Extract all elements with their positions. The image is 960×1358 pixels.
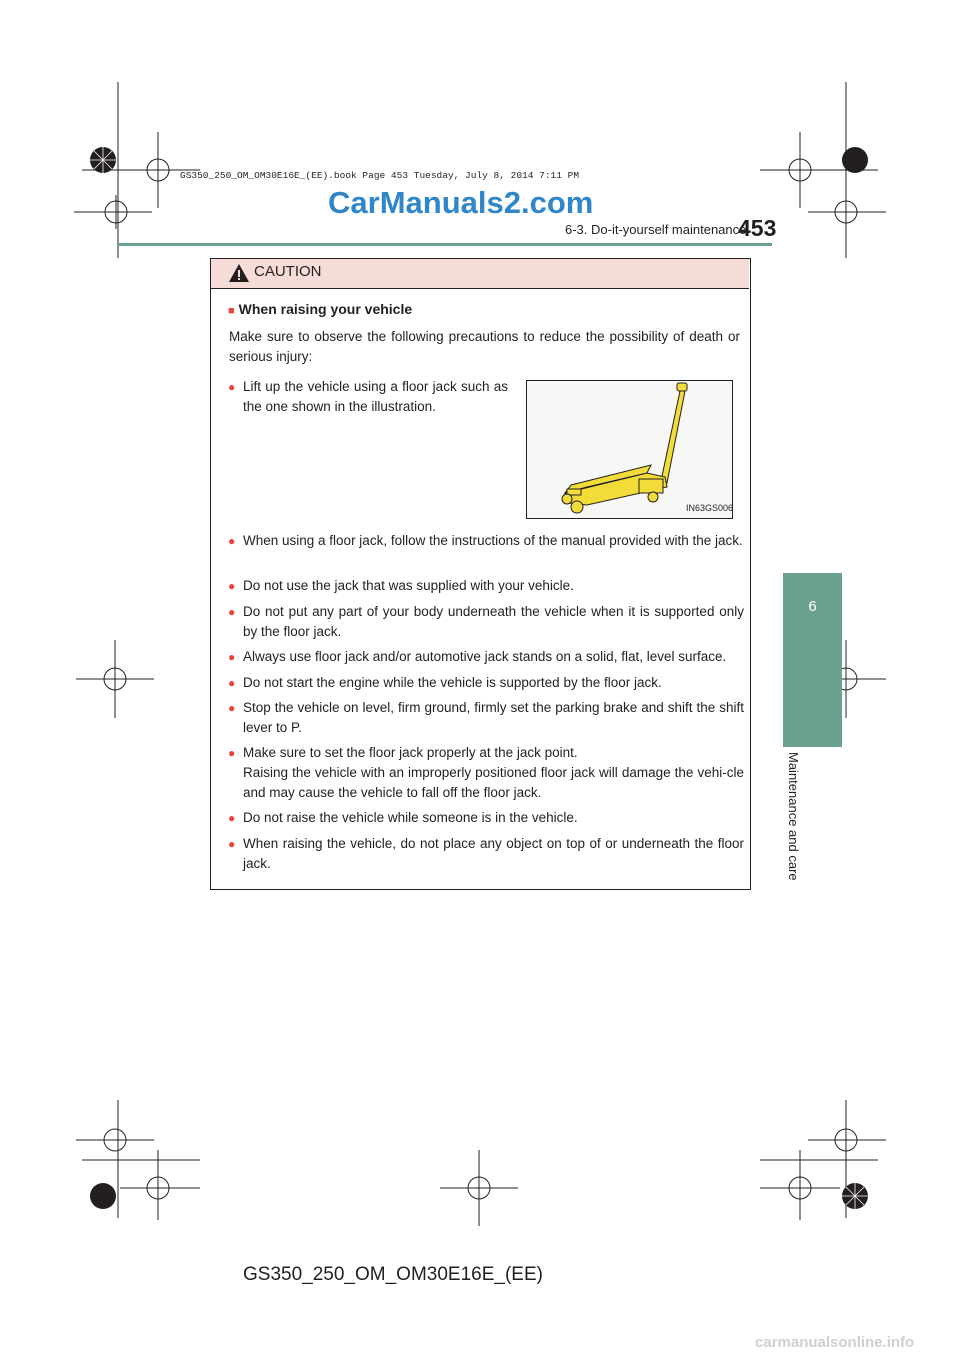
bullet-icon: ● — [228, 605, 236, 619]
chapter-number: 6 — [808, 598, 817, 615]
bullet-icon: ● — [228, 701, 236, 715]
list-item: ● Make sure to set the floor jack properly at the jack point. Raising the vehicle with an improperly positioned floor jack will damage the vehi-cle and may cause the vehicle to fall off the floor jack. — [228, 743, 744, 803]
document-code: GS350_250_OM_OM30E16E_(EE) — [243, 1264, 543, 1285]
list-item: ● Lift up the vehicle using a floor jack such as the one shown in the illustration. — [228, 379, 508, 414]
caution-heading — [228, 301, 412, 317]
bullet-icon: ● — [228, 579, 236, 593]
bullet-icon: ● — [228, 811, 236, 825]
bullet-icon: ● — [228, 534, 236, 548]
book-info-line: GS350_250_OM_OM30E16E_(EE).book Page 453 Tuesday, July 8, 2014 7:11 PM — [180, 170, 580, 181]
list-item-detail: Raising the vehicle with an improperly positioned floor jack will damage the vehi-cle and may cause the vehicle to fall off the floor jack. — [243, 765, 744, 800]
chapter-label — [785, 752, 801, 902]
caution-label: CAUTION — [254, 263, 322, 280]
list-item: ● Do not put any part of your body underneath the vehicle when it is supported only by the floor jack. — [228, 604, 744, 639]
bullet-icon: ● — [228, 676, 236, 690]
list-item: ● Do not raise the vehicle while someone is in the vehicle. — [228, 808, 744, 828]
floor-jack-illustration — [526, 380, 733, 519]
caution-heading-text: When raising your vehicle — [238, 301, 413, 317]
figure-code: IN63GS006 — [686, 503, 734, 513]
floor-jack-image — [527, 381, 732, 518]
warning-icon — [228, 263, 250, 283]
square-bullet-icon: ■ — [228, 305, 235, 317]
watermark-logo[interactable]: CarManuals2.com — [328, 185, 594, 220]
chapter-label-text: Maintenance and care — [786, 752, 801, 881]
list-item: ● Do not start the engine while the vehicle is supported by the floor jack. — [228, 673, 744, 693]
list-item: ● Stop the vehicle on level, firm ground, firmly set the parking brake and shift the shift lever to P. — [228, 700, 744, 735]
bullet-icon: ● — [228, 837, 236, 851]
section-title: 6-3. Do-it-yourself maintenance — [565, 222, 747, 237]
bullet-icon: ● — [228, 380, 236, 394]
list-item: ● When raising the vehicle, do not place any object on top of or underneath the floor jack. — [228, 836, 744, 871]
bullet-icon: ● — [228, 650, 236, 664]
header-divider — [118, 243, 772, 246]
list-item: ● Do not use the jack that was supplied with your vehicle. — [228, 576, 744, 596]
list-item: ● Always use floor jack and/or automotive jack stands on a solid, flat, level surface. — [228, 647, 744, 667]
caution-intro: Make sure to observe the following precautions to reduce the possibility of death or serious injury: — [229, 329, 740, 364]
list-item: ● When using a floor jack, follow the instructions of the manual provided with the jack. — [228, 531, 744, 551]
bullet-icon: ● — [228, 746, 236, 760]
page-number: 453 — [738, 215, 777, 241]
footer-watermark[interactable]: carmanualsonline.info — [755, 1334, 915, 1351]
